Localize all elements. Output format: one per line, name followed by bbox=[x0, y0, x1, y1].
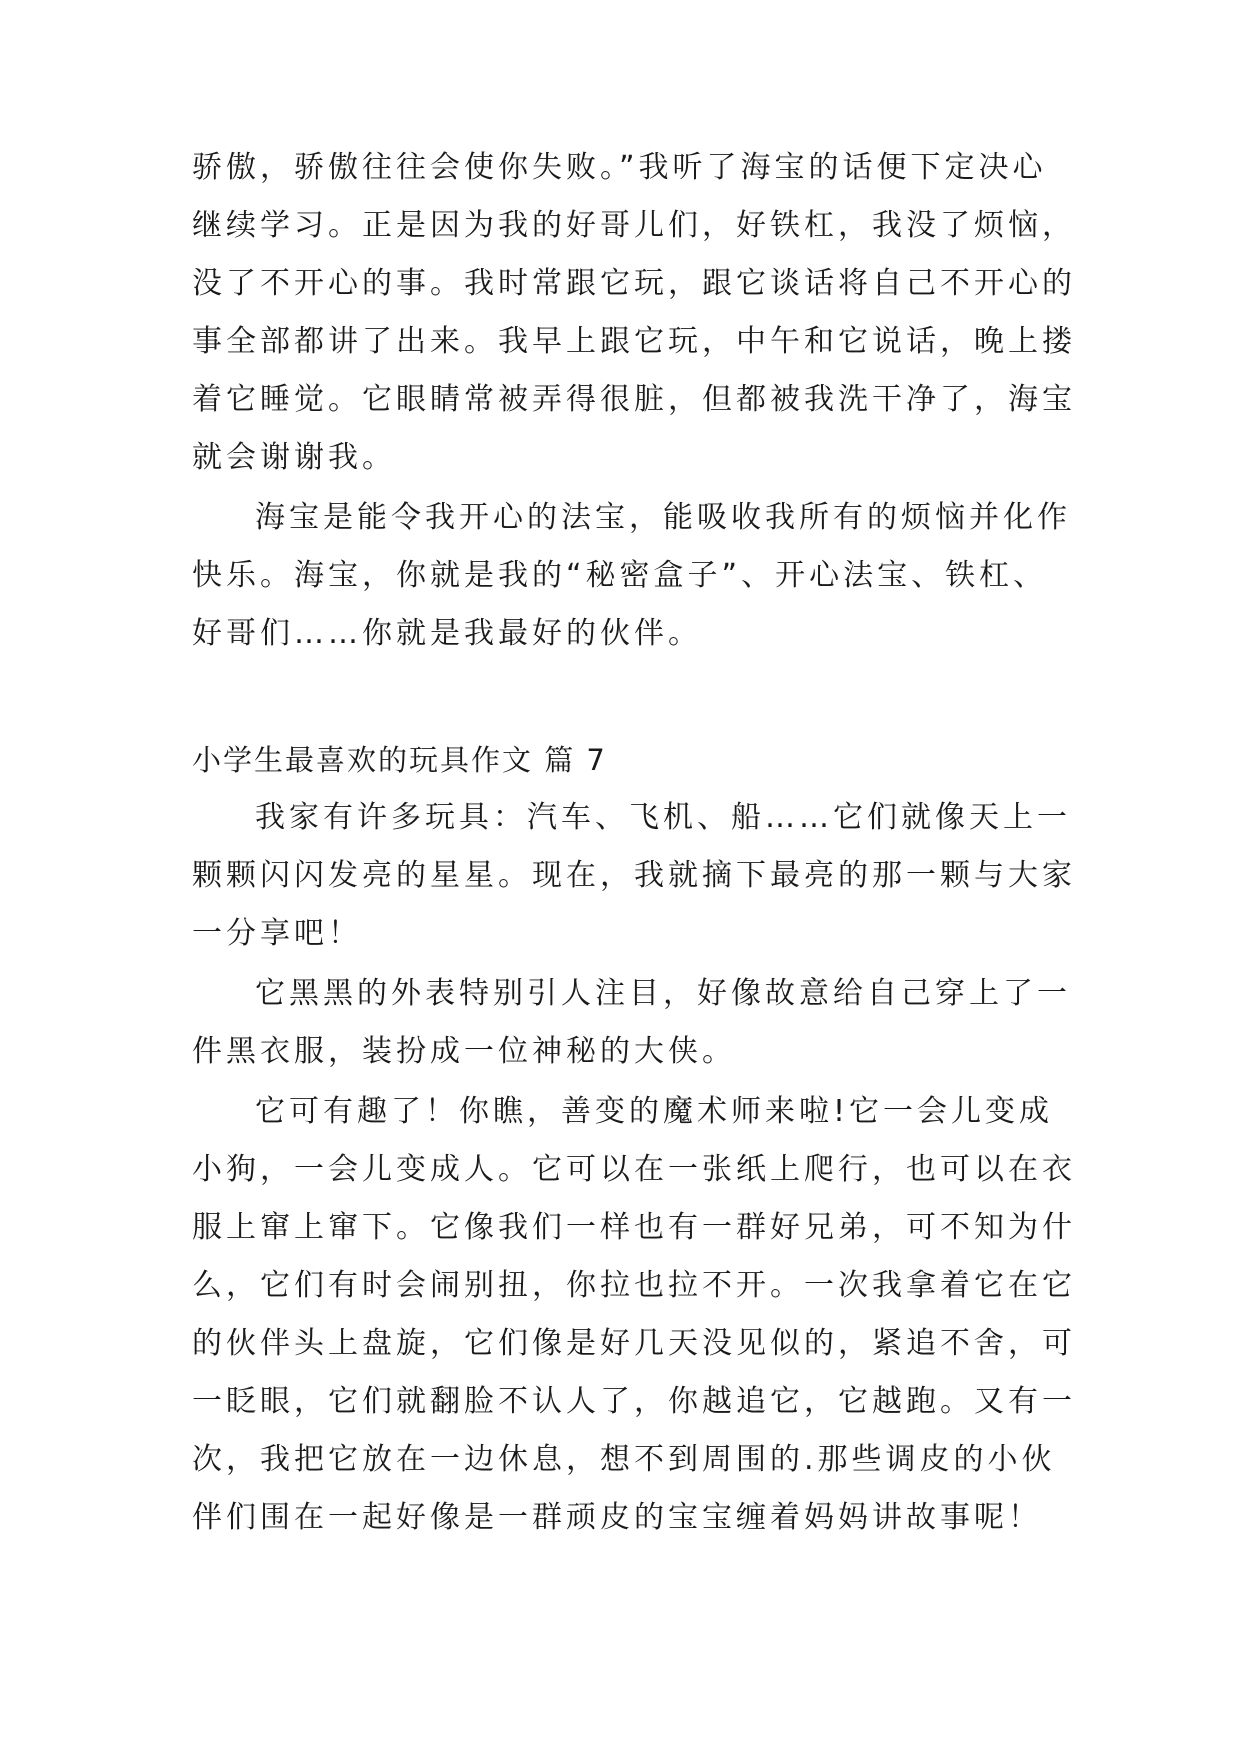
body-text-line: 海宝是能令我开心的法宝，能吸收我所有的烦恼并化作 bbox=[255, 500, 1071, 535]
body-text-line: 它黑黑的外表特别引人注目，好像故意给自己穿上了一 bbox=[255, 976, 1071, 1011]
body-text-line: 它可有趣了！你瞧，善变的魔术师来啦!它一会儿变成 bbox=[255, 1094, 1054, 1129]
body-text-line: 没了不开心的事。我时常跟它玩，跟它谈话将自己不开心的 bbox=[192, 266, 1076, 301]
body-text-line: 事全部都讲了出来。我早上跟它玩，中午和它说话，晚上搂 bbox=[192, 324, 1076, 359]
body-text-line: 小狗，一会儿变成人。它可以在一张纸上爬行，也可以在衣 bbox=[192, 1152, 1076, 1187]
body-text-line: 一眨眼，它们就翻脸不认人了，你越追它，它越跑。又有一 bbox=[192, 1384, 1076, 1419]
body-text-line: 么，它们有时会闹别扭，你拉也拉不开。一次我拿着它在它 bbox=[192, 1268, 1076, 1303]
body-text-line: 次，我把它放在一边休息，想不到周围的.那些调皮的小伙 bbox=[192, 1442, 1056, 1477]
body-text-line: 着它睡觉。它眼睛常被弄得很脏，但都被我洗干净了，海宝 bbox=[192, 382, 1076, 417]
body-text-line: 伴们围在一起好像是一群顽皮的宝宝缠着妈妈讲故事呢！ bbox=[192, 1500, 1042, 1535]
body-text-line: 继续学习。正是因为我的好哥儿们，好铁杠，我没了烦恼， bbox=[192, 208, 1076, 243]
body-text-line: 我家有许多玩具：汽车、飞机、船……它们就像天上一 bbox=[255, 800, 1071, 835]
body-text-line: 颗颗闪闪发亮的星星。现在，我就摘下最亮的那一颗与大家 bbox=[192, 858, 1076, 893]
body-text-line: 好哥们……你就是我最好的伙伴。 bbox=[192, 616, 702, 651]
body-text-line: 一分享吧！ bbox=[192, 916, 362, 951]
body-text-line: 件黑衣服，装扮成一位神秘的大侠。 bbox=[192, 1034, 736, 1069]
body-text-line: 就会谢谢我。 bbox=[192, 440, 396, 475]
body-text-line: 快乐。海宝，你就是我的“秘密盒子”、开心法宝、铁杠、 bbox=[192, 558, 1048, 593]
body-text-line: 的伙伴头上盘旋，它们像是好几天没见似的，紧追不舍，可 bbox=[192, 1326, 1076, 1361]
section-heading: 小学生最喜欢的玩具作文 篇 7 bbox=[192, 743, 607, 777]
body-text-line: 骄傲，骄傲往往会使你失败。”我听了海宝的话便下定决心 bbox=[192, 150, 1047, 185]
body-text-line: 服上窜上窜下。它像我们一样也有一群好兄弟，可不知为什 bbox=[192, 1210, 1076, 1245]
